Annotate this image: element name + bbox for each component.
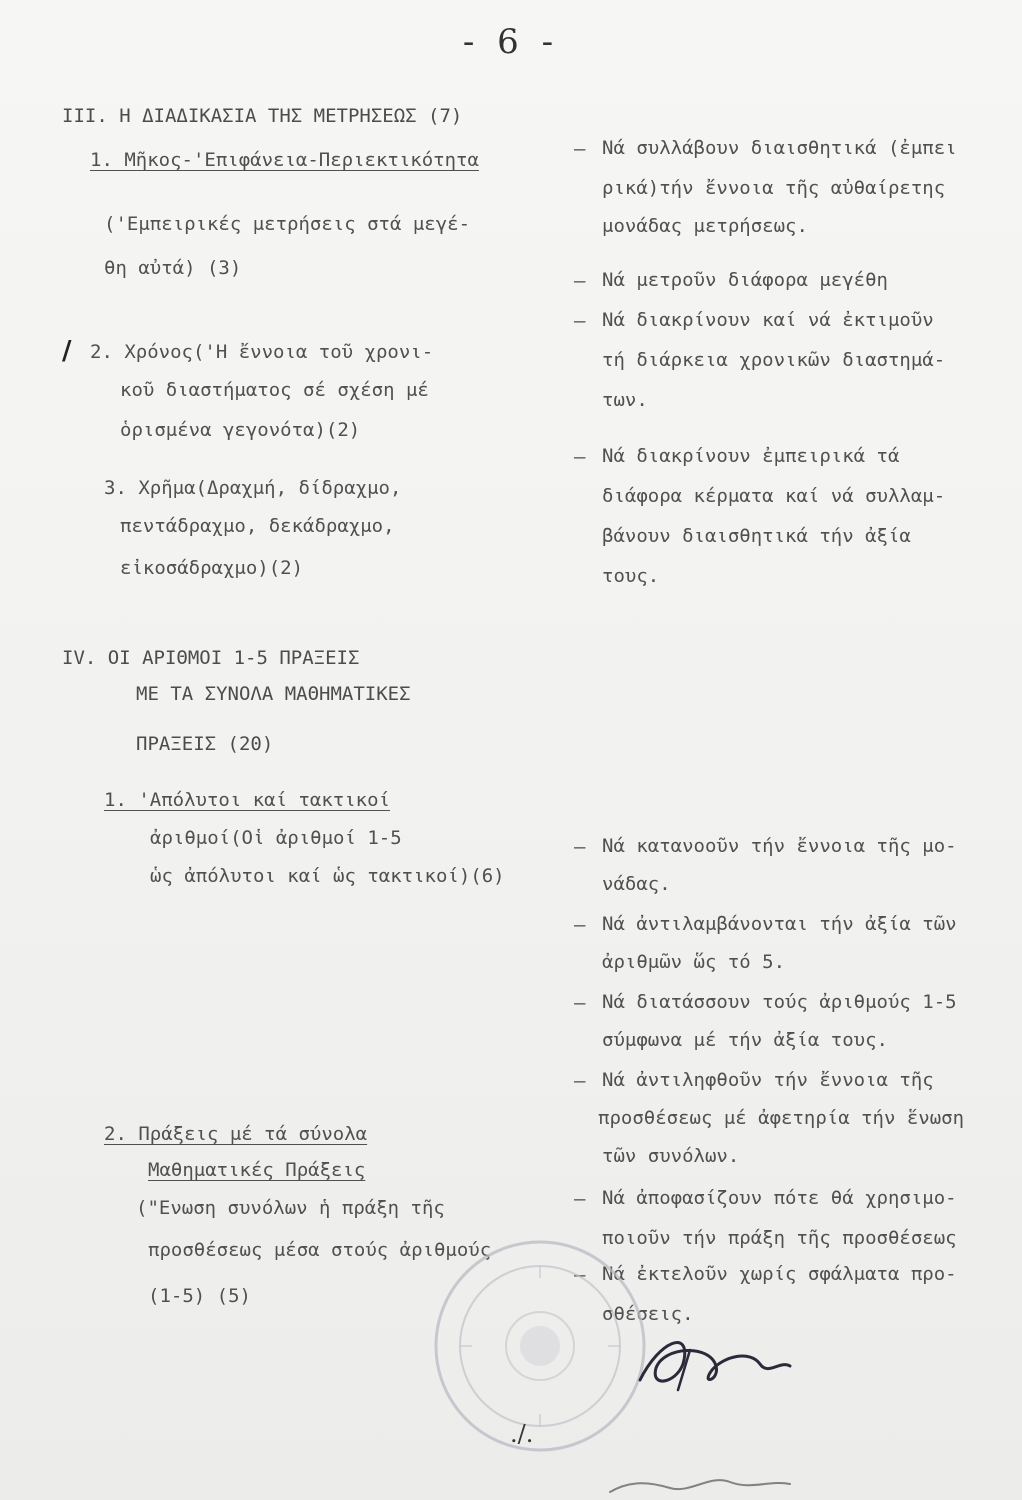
section-3-item-3-line-3: εἰκοσάδραχμο)(2) [120, 557, 304, 579]
objective-3-line-3: των. [602, 389, 648, 411]
objective-1-line-3: μονάδας μετρήσεως. [602, 215, 808, 237]
section-3-item-3-line-2: πεντάδραχμο, δεκάδραχμο, [120, 515, 395, 537]
dash-bullet: – [574, 138, 586, 160]
dash-bullet: – [574, 1264, 586, 1286]
dash-bullet: – [574, 836, 586, 858]
page-end-mark: ./. [510, 1420, 534, 1448]
section-3-item-1-line-3: θη αὐτά) (3) [104, 257, 242, 279]
objective-8-line-2: προσθέσεως μέ ἀφετηρία τήν ἕνωση [598, 1107, 965, 1129]
dash-bullet: – [574, 1188, 586, 1210]
objective-10-line-1: Νά ἐκτελοῦν χωρίς σφάλματα προ- [602, 1263, 957, 1285]
official-stamp [430, 1236, 650, 1456]
section-3-heading: III. Η ΔΙΑΔΙΚΑΣΙΑ ΤΗΣ ΜΕΤΡΗΣΕΩΣ (7) [62, 105, 463, 127]
objective-10-line-2: σθέσεις. [602, 1303, 694, 1325]
section-3-item-2-line-2: κοῦ διαστήματος σέ σχέση μέ [120, 379, 429, 401]
objective-4-line-1: Νά διακρίνουν ἐμπειρικά τά [602, 445, 900, 467]
dash-bullet: – [574, 1070, 586, 1092]
objective-4-line-2: διάφορα κέρματα καί νά συλλαμ- [602, 485, 946, 507]
objective-5-line-1: Νά κατανοοῦν τήν ἔννοια τῆς μο- [602, 835, 957, 857]
objective-6-line-1: Νά ἀντιλαμβάνονται τήν ἀξία τῶν [602, 913, 957, 935]
objective-9-line-1: Νά ἀποφασίζουν πότε θά χρησιμο- [602, 1187, 957, 1209]
section-4-item-2-title: 2. Πράξεις μέ τά σύνολα [104, 1123, 368, 1145]
objective-3-line-1: Νά διακρίνουν καί νά ἐκτιμοῦν [602, 309, 934, 331]
section-4-heading-line-2: ΜΕ ΤΑ ΣΥΝΟΛΑ ΜΑΘΗΜΑΤΙΚΕΣ [136, 683, 411, 705]
dash-bullet: – [574, 446, 586, 468]
objective-8-line-3: τῶν συνόλων. [602, 1145, 740, 1167]
objective-6-line-2: ἀριθμῶν ὥς τό 5. [602, 951, 786, 973]
objective-7-line-2: σύμφωνα μέ τήν ἀξία τους. [602, 1029, 888, 1051]
objective-5-line-2: νάδας. [602, 873, 671, 895]
section-3-item-1-line-2: ('Εμπειρικές μετρήσεις στά μεγέ- [104, 213, 471, 235]
objective-9-line-2: ποιοῦν τήν πράξη τῆς προσθέσεως [602, 1227, 957, 1249]
section-4-item-1-title: 1. 'Απόλυτοι καί τακτικοί [104, 789, 390, 811]
handwritten-scribble [600, 1462, 800, 1500]
objective-4-line-4: τους. [602, 565, 660, 587]
dash-bullet: – [574, 310, 586, 332]
objective-7-line-1: Νά διατάσσουν τούς ἀριθμούς 1-5 [602, 991, 957, 1013]
objective-4-line-3: βάνουν διαισθητικά τήν ἀξία [602, 525, 911, 547]
dash-bullet: – [574, 992, 586, 1014]
dash-bullet: – [574, 270, 586, 292]
page-number: - 6 - [462, 22, 560, 62]
signature [620, 1320, 800, 1410]
section-4-heading-line-1: IV. ΟΙ ΑΡΙΘΜΟΙ 1-5 ΠΡΑΞΕΙΣ [62, 647, 360, 669]
section-4-item-2-line-5: (1-5) (5) [148, 1285, 251, 1307]
objective-1-line-2: ρικά)τήν ἔννοια τῆς αὐθαίρετης [602, 177, 946, 199]
objective-1-line-1: Νά συλλάβουν διαισθητικά (ἐμπει [602, 137, 957, 159]
objective-3-line-2: τή διάρκεια χρονικῶν διαστημά- [602, 349, 946, 371]
objective-8-line-1: Νά ἀντιληφθοῦν τήν ἔννοια τῆς [602, 1069, 934, 1091]
section-4-item-2-subtitle: Μαθηματικές Πράξεις [148, 1159, 366, 1181]
section-3-item-2-line-3: ὁρισμένα γεγονότα)(2) [120, 419, 361, 441]
section-3-item-3-line-1: 3. Χρῆμα(Δραχμή, δίδραχμο, [104, 477, 402, 499]
section-4-item-1-line-2: ἀριθμοί(Οἱ ἀριθμοί 1-5 [150, 827, 402, 849]
dash-bullet: – [574, 914, 586, 936]
section-4-item-2-line-3: ("Ενωση συνόλων ἡ πράξη τῆς [136, 1197, 445, 1219]
section-3-item-1-title: 1. Μῆκος-'Επιφάνεια-Περιεκτικότητα [90, 149, 479, 171]
objective-2-line-1: Νά μετροῦν διάφορα μεγέθη [602, 269, 888, 291]
section-4-heading-line-3: ΠΡΑΞΕΙΣ (20) [136, 733, 274, 755]
section-4-item-1-line-3: ὡς ἀπόλυτοι καί ὡς τακτικοί)(6) [150, 865, 505, 887]
section-3-item-2-line-1: 2. Χρόνος('Η ἔννοια τοῦ χρονι- [90, 341, 434, 363]
section-4-item-2-line-4: προσθέσεως μέσα στούς ἀριθμούς [148, 1239, 492, 1261]
margin-mark: / [62, 336, 72, 366]
